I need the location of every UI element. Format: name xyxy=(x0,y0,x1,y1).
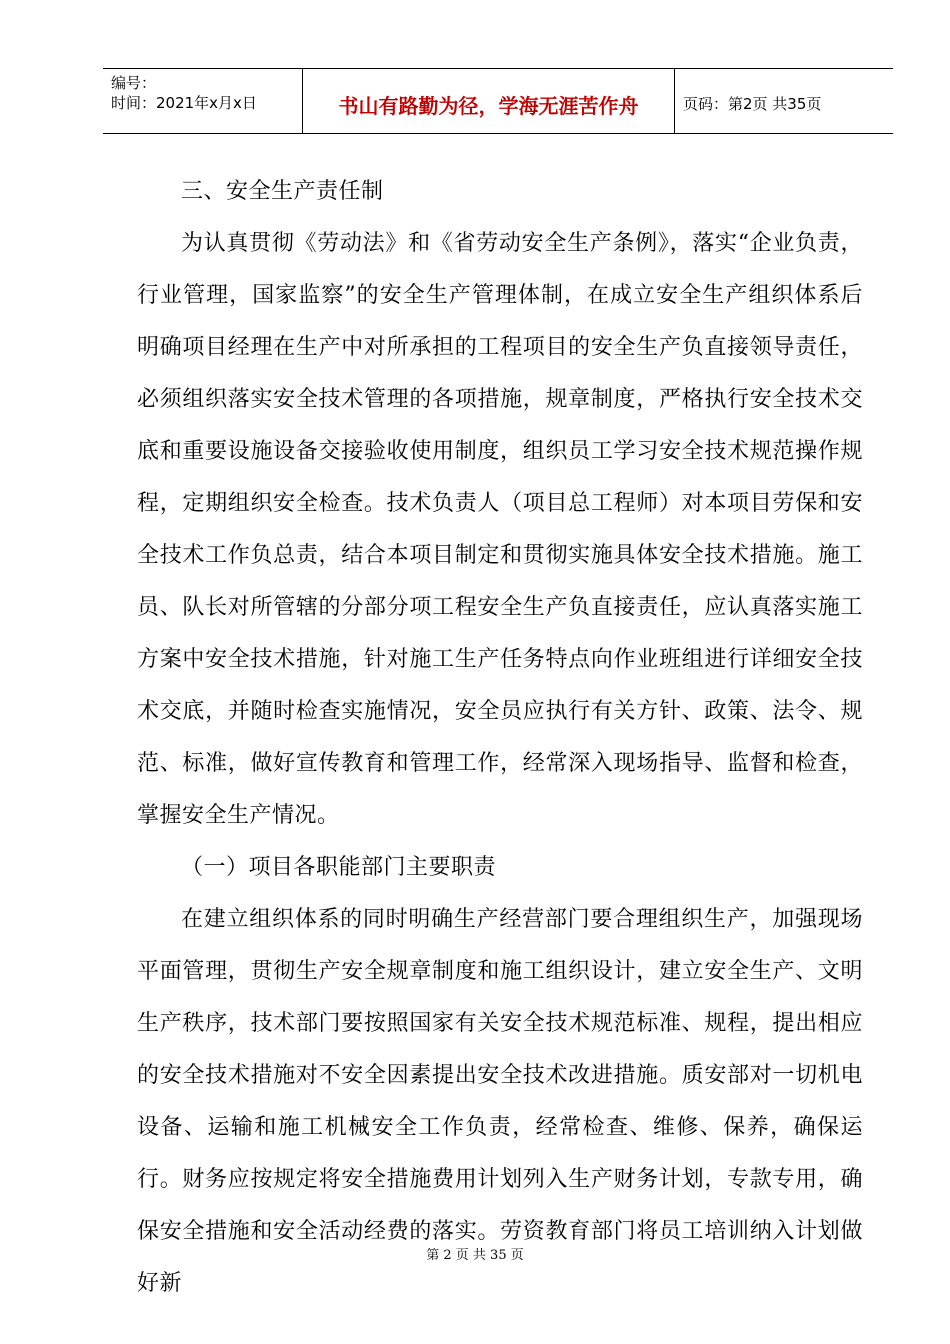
document-body xyxy=(137,166,863,1310)
body-paragraph: 为认真贯彻《劳动法》和《省劳动安全生产条例》，落实“企业负责，行业管理，国家监察”的安全生产管理体制，在成立安全生产组织体系后明确项目经理在生产中对所承担的工程项目的安全生产负直接领导责任，必须组织落实安全技术管理的各项措施，规章制度，严格执行安全技术交底和重要设施设备交接验收使用制度，组织员工学习安全技术规范操作规程，定期组织安全检查。技术负责人（项目总工程师）对本项目劳保和安全技术工作负总责，结合本项目制定和贯彻实施具体安全技术措施。施工员、队长对所管辖的分部分项工程安全生产负直接责任，应认真落实施工方案中安全技术措施，针对施工生产任务特点向作业班组进行详细安全技术交底，并随时检查实施情况，安全员应执行有关方针、政策、法令、规范、标准，做好宣传教育和管理工作，经常深入现场指导、监督和检查，掌握安全生产情况。 xyxy=(137,231,863,828)
page-footer: 第 2 页 共 35 页 xyxy=(426,1248,524,1263)
section-heading: 三、安全生产责任制 xyxy=(181,179,384,204)
subsection-heading: （一）项目各职能部门主要职责 xyxy=(181,855,497,880)
header-motto: 书山有路勤为径，学海无涯苦作舟 xyxy=(303,69,675,133)
page-header xyxy=(103,68,893,134)
document-time-label: 时间：2021年x月x日 xyxy=(111,94,257,112)
header-info-cell xyxy=(103,69,303,133)
header-page-number: 页码：第2页 共35页 xyxy=(683,94,822,113)
body-paragraph: 在建立组织体系的同时明确生产经营部门要合理组织生产，加强现场平面管理，贯彻生产安全规章制度和施工组织设计，建立安全生产、文明生产秩序，技术部门要按照国家有关安全技术规范标准、规程，提出相应的安全技术措施对不安全因素提出安全技术改进措施。质安部对一切机电设备、运输和施工机械安全工作负责，经常检查、维修、保养，确保运行。财务应按规定将安全措施费用计划列入生产财务计划，专款专用，确保安全措施和安全活动经费的落实。劳资教育部门将员工培训纳入计划做好新 xyxy=(137,907,863,1296)
document-number-label: 编号： xyxy=(111,74,157,92)
